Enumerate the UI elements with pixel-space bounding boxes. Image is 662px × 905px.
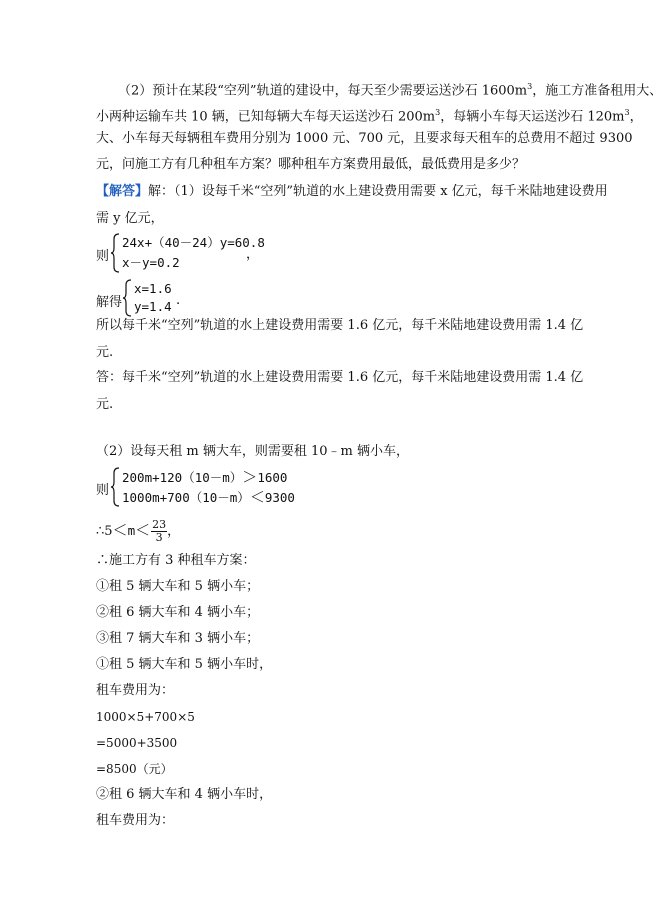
answer-tag: 【解答】 <box>96 184 149 199</box>
solution-x: x=1.6 <box>134 281 172 296</box>
left-brace-icon <box>122 279 132 317</box>
plan-3: ③租 7 辆大车和 3 辆小车； <box>96 631 260 646</box>
answer-statement-1: 答：每千米“空列”轨道的水上建设费用需要 1.6 亿元，每千米陆地建设费用需 1.4 亿 <box>96 370 584 385</box>
left-brace-icon <box>110 233 120 273</box>
answer-statement-1b: 元. <box>96 397 114 412</box>
summary-line-1b: 元. <box>96 345 114 360</box>
left-brace-icon <box>110 467 120 507</box>
inequality-1: 200m+120（10－m）＞1600 <box>122 468 288 486</box>
summary-line-1: 所以每千米“空列”轨道的水上建设费用需要 1.6 亿元，每千米陆地建设费用需 1.4 亿 <box>96 318 584 333</box>
cost-label-2: 租车费用为： <box>96 813 175 828</box>
answer-line-2: 需 y 亿元， <box>96 211 164 226</box>
plan-1: ①租 5 辆大车和 5 辆小车； <box>96 579 260 594</box>
part2-intro: （2）设每天租 m 辆大车，则需要租 10﹣m 辆小车， <box>96 444 409 459</box>
calc-2: =5000+3500 <box>96 736 178 750</box>
solution-y: y=1.4 <box>134 299 172 314</box>
problem-line-1: （2）预计在某段“空列”轨道的建设中，每天至少需要运送沙石 $1600m^3$，施工方准备租用大、 <box>118 82 662 99</box>
calc-1: 1000×5+700×5 <box>96 710 195 724</box>
equation-system: 则 24x+（40－24）y=60.8 x－y=0.2 ， <box>96 233 296 273</box>
equation-1: 24x+（40－24）y=60.8 <box>122 235 265 250</box>
problem-line-4: 元，问施工方有几种租车方案？哪种租车方案费用最低，最低费用是多少？ <box>96 157 526 172</box>
inequality-system: 则 200m+120（10－m）＞1600 1000m+700（10－m）＜9300 <box>96 468 295 506</box>
inequality-2: 1000m+700（10－m）＜9300 <box>122 488 295 506</box>
solution-system: 解得 x=1.6 y=1.4 . <box>96 279 216 319</box>
plans-intro: ∴施工方有 3 种租车方案： <box>96 553 256 568</box>
fraction: $\frac{23}{3}$ <box>152 518 167 544</box>
range-expression: ∴5＜m＜ $\frac{23}{3}$ ， <box>96 518 181 544</box>
case-2: ②租 6 辆大车和 4 辆小车时， <box>96 787 273 802</box>
cost-label-1: 租车费用为： <box>96 683 175 698</box>
problem-line-2: 小两种运输车共 10 辆，已知每辆大车每天运送沙石 $200m^3$，每辆小车每天运送沙石 $120m^3$， <box>96 108 643 125</box>
problem-line-3: 大、小车每天每辆租车费用分别为 1000 元、700 元，且要求每天租车的总费用不超过 9300 <box>96 131 633 146</box>
plan-2: ②租 6 辆大车和 4 辆小车； <box>96 605 260 620</box>
calc-3: =8500（元） <box>96 762 173 776</box>
answer-line-1: 【解答】解：（1）设每千米“空列”轨道的水上建设费用需要 x 亿元，每千米陆地建设费用 <box>96 184 608 199</box>
case-1: ①租 5 辆大车和 5 辆小车时， <box>96 657 273 672</box>
equation-2: x－y=0.2 <box>122 255 180 270</box>
